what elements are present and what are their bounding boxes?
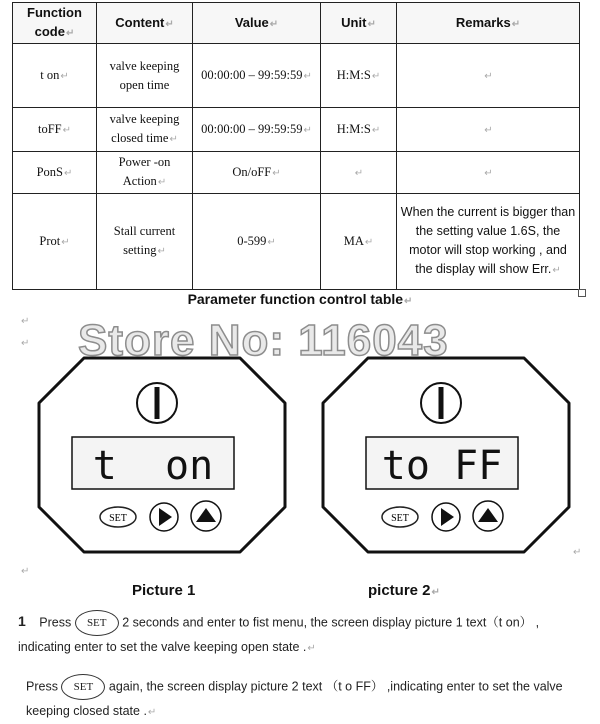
store-watermark: Store No: 116043 <box>78 316 449 365</box>
parameter-table <box>12 2 580 290</box>
cell-value: 00:00:00 – 99:59:59↵ <box>193 108 321 152</box>
cell-code: t on↵ <box>13 44 97 108</box>
knob-icon <box>137 383 177 423</box>
set-button-icon: SET <box>61 674 105 700</box>
set-button-label: SET <box>391 513 409 524</box>
cell-remarks-text: When the current is bigger than the setting value 1.6S, the motor will stop working , and the display will show Err. <box>400 205 576 276</box>
cell-code: PonS↵ <box>13 152 97 194</box>
header-unit: Unit↵ <box>321 3 397 44</box>
cell-unit: H:M:S↵ <box>321 108 397 152</box>
paragraph-mark-icon: ↵ <box>21 316 30 327</box>
cell-content-text: valve keeping open time <box>109 58 180 92</box>
controller-device-1 <box>36 355 288 555</box>
cell-unit-text: H:M:S <box>336 67 371 82</box>
cell-value: 0-599↵ <box>193 194 321 290</box>
instruction-paragraph-2: Press SET again, the screen display picture 2 text （t o FF） ,indicating enter to set the valve keeping closed state .↵ <box>26 674 582 724</box>
header-code-line1: Function <box>27 5 82 20</box>
header-code-line2: code <box>34 24 65 39</box>
cell-remarks: ↵ <box>397 152 580 194</box>
up-button[interactable] <box>473 501 503 531</box>
paragraph-mark-icon: ↵ <box>21 338 30 349</box>
instruction-2-text: again, the screen display picture 2 text （t o FF） ,indicating enter to set the valve keeping closed state . <box>26 679 563 718</box>
cell-code-text: Prot <box>39 233 61 248</box>
cell-content: valve keeping closed time↵ <box>97 108 193 152</box>
instruction-1-text: 2 seconds and enter to fist menu, the screen display picture 1 text（t on） , indicating enter to set the valve keeping open state . <box>18 615 540 654</box>
cell-code: toFF↵ <box>13 108 97 152</box>
cell-remarks: ↵ <box>397 44 580 108</box>
cell-remarks: ↵ <box>397 108 580 152</box>
header-unit-text: Unit <box>341 14 367 30</box>
table-caption: Parameter function control table↵ <box>187 291 413 307</box>
caption-text: Parameter function control table <box>187 291 404 307</box>
cell-content-text: Stall current setting <box>113 224 176 257</box>
header-remarks: Remarks↵ <box>397 3 580 44</box>
cell-unit: H:M:S↵ <box>321 44 397 108</box>
cell-value-text: On/oFF <box>232 164 272 179</box>
picture-2-text: picture 2 <box>368 582 431 599</box>
controller-device-2 <box>320 355 572 555</box>
instruction-paragraph-1: 1 Press SET 2 seconds and enter to fist menu, the screen display picture 1 text（t on） , indicating enter to set the valve keeping open state .↵ <box>18 610 580 660</box>
set-button-icon: SET <box>75 610 119 636</box>
cell-value: 00:00:00 – 99:59:59↵ <box>193 44 321 108</box>
cell-value-text: 0-599 <box>237 233 267 248</box>
header-value: Value↵ <box>193 3 321 44</box>
picture-2-label: picture 2↵ <box>368 582 440 599</box>
header-content: Content↵ <box>97 3 193 44</box>
cell-content-text: Power -on Action <box>118 155 171 188</box>
table-row <box>13 194 580 290</box>
cell-content <box>97 44 193 108</box>
up-button[interactable] <box>191 501 221 531</box>
resize-handle-icon <box>578 289 586 297</box>
cell-unit-text: H:M:S <box>336 121 371 136</box>
play-button[interactable] <box>432 503 460 531</box>
cell-content: Stall current setting↵ <box>97 194 193 290</box>
cell-code: Prot↵ <box>13 194 97 290</box>
header-function-code: Function code↵ <box>13 3 97 44</box>
cell-code-text: t on <box>40 67 60 82</box>
header-remarks-text: Remarks <box>455 14 511 30</box>
cell-value-text: 00:00:00 – 99:59:59 <box>201 67 303 82</box>
table-row <box>13 44 580 108</box>
knob-icon <box>421 383 461 423</box>
picture-1-label <box>132 582 195 599</box>
table-header-row <box>13 3 580 44</box>
header-content-text: Content <box>115 14 165 30</box>
set-button[interactable] <box>100 507 136 527</box>
set-button-label: SET <box>109 513 127 524</box>
paragraph-mark-icon: ↵ <box>573 547 582 558</box>
cell-unit-text: MA <box>343 233 364 248</box>
paragraph-mark-icon: ↵ <box>21 566 30 577</box>
header-value-text: Value <box>234 14 269 30</box>
play-button[interactable] <box>150 503 178 531</box>
cell-content-text: valve keeping closed time <box>109 112 180 145</box>
set-button[interactable] <box>382 507 418 527</box>
picture-1-text: Picture 1 <box>132 582 196 599</box>
cell-value: On/oFF↵ <box>193 152 321 194</box>
lcd-text: t on <box>92 443 214 489</box>
cell-unit: MA↵ <box>321 194 397 290</box>
table-row <box>13 152 580 194</box>
cell-unit: ↵ <box>321 152 397 194</box>
cell-code-text: toFF <box>37 121 62 136</box>
cell-remarks: When the current is bigger than the setting value 1.6S, the motor will stop working , and the display will show Err.↵ <box>397 194 580 290</box>
step-number: 1 <box>18 613 26 630</box>
cell-content: Power -on Action↵ <box>97 152 193 194</box>
cell-value-text: 00:00:00 – 99:59:59 <box>201 121 303 136</box>
instruction-press-text: Press <box>26 679 58 694</box>
cell-code-text: PonS <box>36 164 63 179</box>
instruction-press-text: Press <box>39 615 72 630</box>
lcd-text: to FF <box>381 443 503 489</box>
table-row <box>13 108 580 152</box>
